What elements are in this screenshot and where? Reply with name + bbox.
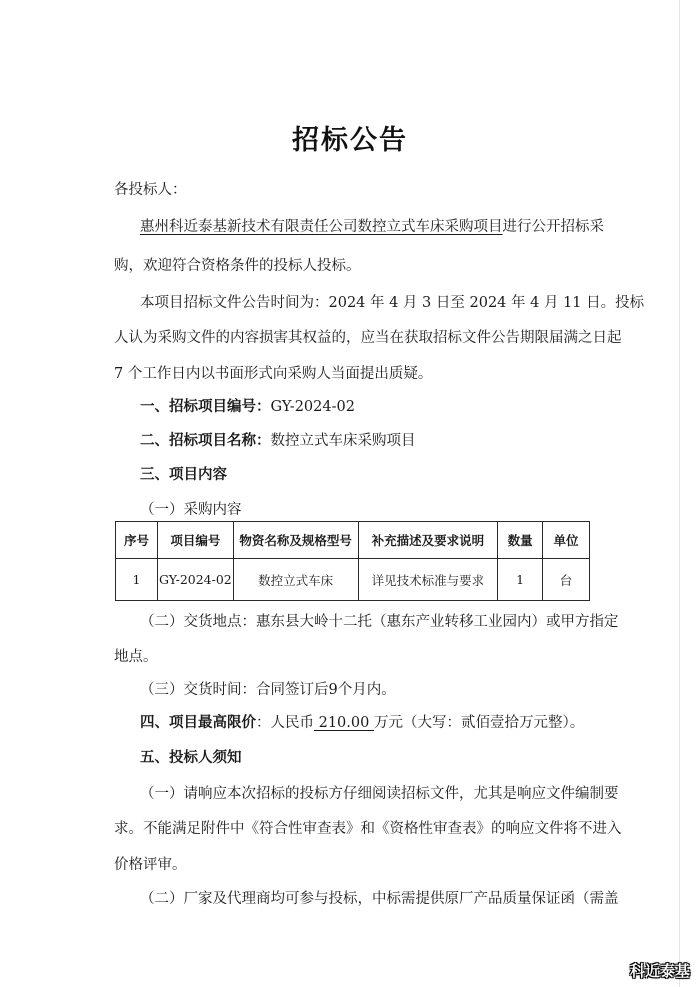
project-name: 惠州科近泰基新技术有限责任公司数控立式车床采购项目 [140, 219, 503, 235]
delivery-location-line-2: 地点。 [114, 649, 158, 665]
table-cell: 数控立式车床 [233, 559, 358, 601]
intro-line-1 [140, 217, 604, 237]
notice-period-line-2: 人认为采购文件的内容损害其权益的，应当在获取招标文件公告期限届满之日起 [114, 330, 622, 346]
notice-period-line-1: 本项目招标文件公告时间为：2024 年 4 月 3 日至 2024 年 4 月 11 日。投标 [140, 295, 645, 311]
table-cell: 台 [543, 559, 590, 601]
table-cell: 详见技术标准与要求 [358, 559, 498, 601]
notice-1-line-1: （一）请响应本次招标的投标方仔细阅读招标文件，尤其是响应文件编制要 [140, 786, 619, 802]
delivery-time: （三）交货时间：合同签订后9个月内。 [140, 682, 396, 698]
table-header-cell: 项目编号 [157, 522, 233, 559]
table-header-cell: 单位 [543, 522, 590, 559]
salutation: 各投标人： [114, 182, 187, 198]
section-max-price-prefix: ：人民币 [256, 715, 314, 731]
procurement-table [115, 521, 590, 601]
section-project-content: 三、项目内容 [140, 466, 227, 483]
table-header-cell: 补充描述及要求说明 [358, 522, 498, 559]
section-project-number [140, 397, 355, 417]
table-cell: GY-2024-02 [157, 559, 233, 601]
delivery-location-line-1: （二）交货地点：惠东县大岭十二托（惠东产业转移工业园内）或甲方指定 [140, 614, 619, 630]
table-header-cell: 序号 [116, 522, 158, 559]
section-bidder-notice: 五、投标人须知 [140, 749, 242, 766]
section-max-price [140, 713, 584, 733]
table-cell: 1 [116, 559, 158, 601]
table-header-cell: 数量 [498, 522, 543, 559]
section-project-name-value: 数控立式车床采购项目 [270, 433, 416, 449]
notice-period-line-3: 7 个工作日内以书面形式向采购人当面提出质疑。 [114, 366, 433, 382]
table-cell: 1 [498, 559, 543, 601]
table-header-row [116, 522, 590, 559]
intro-line-2: 购，欢迎符合资格条件的投标人投标。 [114, 258, 361, 274]
table-row [116, 559, 590, 601]
notice-2-line-1: （二）厂家及代理商均可参与投标，中标需提供原厂产品质量保证函（需盖 [140, 891, 619, 907]
notice-1-line-3: 价格评审。 [114, 857, 187, 873]
table-header-cell: 物资名称及规格型号 [233, 522, 358, 559]
section-max-price-label: 四、项目最高限价 [140, 714, 256, 731]
watermark-logo-text: 科近泰基 [629, 962, 690, 980]
section-project-number-label: 一、招标项目编号： [140, 398, 271, 415]
section-max-price-suffix: 万元（大写：贰佰壹拾万元整）。 [373, 715, 585, 731]
section-project-number-value: GY-2024-02 [270, 399, 355, 415]
section-project-name [140, 431, 416, 451]
page-title: 招标公告 [292, 125, 408, 156]
subsection-procurement-content: （一）采购内容 [140, 502, 242, 518]
section-project-name-label: 二、招标项目名称： [140, 432, 271, 449]
notice-1-line-2: 求。不能满足附件中《符合性审查表》和《资格性审查表》的响应文件将不进入 [114, 821, 622, 837]
max-price-amount: 210.00 [314, 715, 374, 731]
intro-line-1-tail: 进行公开招标采 [502, 219, 604, 235]
